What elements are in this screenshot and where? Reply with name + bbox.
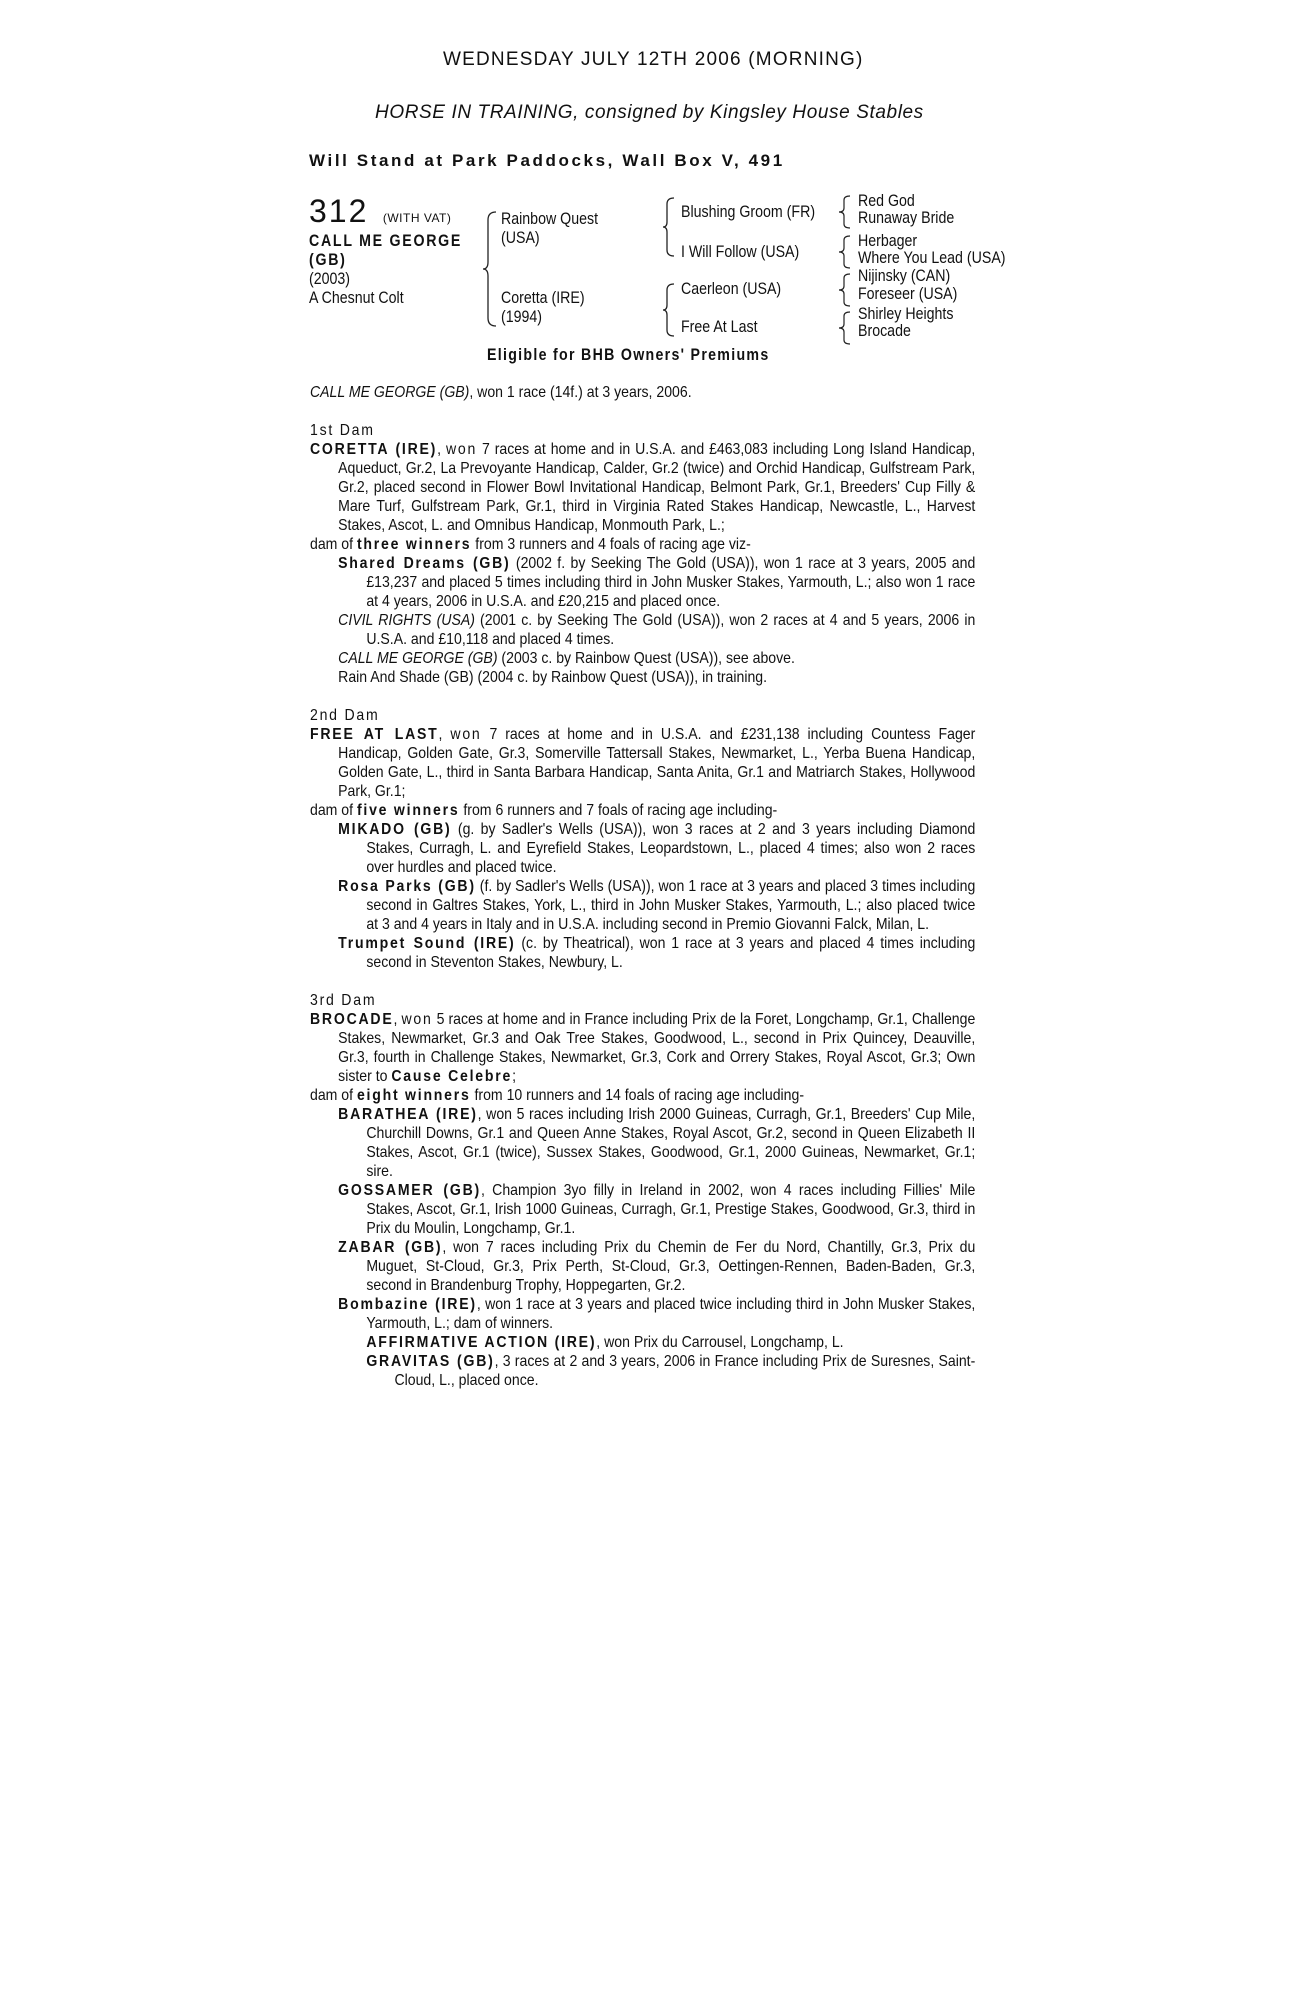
- third-dam-produce-summary: [310, 1086, 975, 1105]
- lot-number: [309, 193, 451, 230]
- produce-entry: [310, 934, 975, 972]
- produce-text: (2004 c. by Rainbow Quest (USA)), in training.: [473, 669, 768, 686]
- third-dam-record: BROCADE, won 5 races at home and in France including Prix de la Foret, Longchamp, Gr.1, Challenge Stakes, Newmarket, Gr.3 and Oak Tree Stakes, Goodwood, L., second in Prix Quincey, Deauville, Gr.3, fourth in Challenge Stakes, Newmarket, Gr.3, Cork and Orrery Stakes, Royal Ascot, Gr.3; Own sister to Cause Celebre;: [310, 1011, 976, 1085]
- second-dam-name: FREE AT LAST: [310, 726, 439, 743]
- ancestor-3: Herbager: [858, 232, 918, 250]
- pedigree-brace-main: [482, 210, 498, 328]
- summary-line: [310, 383, 975, 402]
- dam-line2: (1994): [501, 308, 543, 326]
- produce-text: , won 7 races including Prix du Chemin de Fer du Nord, Chantilly, Gr.3, Prix du Muguet, St-Cloud, Gr.3, Prix Perth, St-Cloud, Gr.3, Oettingen-Rennen, Baden-Baden, Gr.3, second in Brandenburg Trophy, Hoppegarten, Gr.2.: [366, 1239, 976, 1294]
- produce-name: Rain And Shade (GB): [338, 669, 474, 686]
- produce-text: (g. by Sadler's Wells (USA)), won 3 races at 2 and 3 years including Diamond Stakes, Curragh, L. and Eyrefield Stakes, Leopardstown, L., placed 4 times; also won 2 races over hurdles and placed twice.: [366, 821, 976, 876]
- produce-name: Rosa Parks (GB): [338, 878, 476, 895]
- ancestor-4: Where You Lead (USA): [858, 249, 1006, 267]
- consignment-line: HORSE IN TRAINING, consigned by Kingsley House Stables: [375, 102, 924, 123]
- race-record: [310, 383, 975, 1390]
- won-label: won: [401, 1011, 433, 1028]
- ancestor-5: Nijinsky (CAN): [858, 267, 951, 285]
- dam-sire: Caerleon (USA): [681, 280, 782, 298]
- spacer: [310, 972, 975, 991]
- third-dam-heading: 3rd Dam: [310, 992, 377, 1009]
- produce-text: , Champion 3yo filly in Ireland in 2002, won 4 races including Fillies' Mile Stakes, Ascot, Gr.1, Irish 1000 Guineas, Curragh, Gr.1, Prestige Stakes, Goodwood, Gr.3, third in Prix du Moulin, Longchamp, Gr.1.: [366, 1182, 976, 1237]
- produce-entry: [310, 554, 975, 611]
- produce-text: , won 1 race at 3 years and placed twice including third in John Musker Stakes, Yarmouth, L.; dam of winners.: [366, 1296, 976, 1332]
- sire-line1: Rainbow Quest: [501, 210, 599, 228]
- won-label: won: [445, 441, 478, 458]
- third-dam-name: BROCADE: [310, 1011, 394, 1028]
- produce-name: Trumpet Sound (IRE): [338, 935, 516, 952]
- produce-entry: [310, 1181, 975, 1238]
- pedigree-brace-sire: [662, 196, 676, 258]
- second-dam-heading: 2nd Dam: [310, 707, 380, 724]
- won-label: won: [450, 726, 482, 743]
- grand-produce-text: , won Prix du Carrousel, Longchamp, L.: [596, 1334, 844, 1351]
- produce-name: ZABAR (GB): [338, 1239, 443, 1256]
- sire-dam: I Will Follow (USA): [681, 243, 800, 261]
- second-dam-record: FREE AT LAST, won 7 races at home and in U.S.A. and £231,138 including Countess Fager Handicap, Golden Gate, Gr.3, Somerville Tattersall Stakes, Newmarket, L., Yerba Buena Handicap, Golden Gate, L., third in Santa Barbara Handicap, Santa Anita, Gr.1 and Matriarch Stakes, Hollywood Park, Gr.1;: [310, 726, 976, 800]
- produce-text: (2001 c. by Seeking The Gold (USA)), won 2 races at 4 and 5 years, 2006 in U.S.A. and £10,118 and placed 4 times.: [366, 612, 976, 648]
- vat-label: (WITH VAT): [382, 211, 452, 225]
- produce-name: MIKADO (GB): [338, 821, 452, 838]
- ancestor-2: Runaway Bride: [858, 209, 955, 227]
- produce-entry: [310, 611, 975, 649]
- dam-of-label: dam of: [310, 802, 357, 819]
- summary-horse-name: CALL ME GEORGE (GB): [310, 384, 470, 401]
- produce-entry: [310, 668, 975, 687]
- runners-count: from 10 runners and 14 foals of racing age including-: [470, 1087, 805, 1104]
- pedigree-brace-g3: [838, 272, 852, 308]
- horse-description: A Chesnut Colt: [309, 289, 404, 307]
- first-dam-produce-summary: [310, 535, 975, 554]
- dam-dam: Free At Last: [681, 318, 758, 336]
- produce-name: CALL ME GEORGE (GB): [338, 650, 498, 667]
- ancestor-list: [858, 192, 1006, 341]
- runners-count: from 3 runners and 4 foals of racing age viz-: [471, 536, 751, 553]
- produce-text: , won 5 races including Irish 2000 Guineas, Curragh, Gr.1, Breeders' Cup Mile, Churchill Downs, Gr.1 and Queen Anne Stakes, Royal Ascot, Gr.2, second in Queen Elizabeth II Stakes, Ascot, Gr.1 (twice), Sussex Stakes, Goodwood, Gr.1, 2000 Guineas, Newmarket, Gr.1; sire.: [366, 1106, 976, 1180]
- eligibility-note: Eligible for BHB Owners' Premiums: [487, 346, 770, 364]
- stand-location: Will Stand at Park Paddocks, Wall Box V, 491: [309, 151, 785, 170]
- grand-produce-name: AFFIRMATIVE ACTION (IRE): [366, 1334, 597, 1351]
- produce-name: GOSSAMER (GB): [338, 1182, 481, 1199]
- sire-sire: Blushing Groom (FR): [681, 203, 816, 221]
- produce-entry: [310, 1295, 975, 1333]
- grand-produce-name: GRAVITAS (GB): [366, 1353, 495, 1370]
- runners-count: from 6 runners and 7 foals of racing age including-: [459, 802, 778, 819]
- horse-year: (2003): [309, 270, 351, 288]
- dam-name: [501, 289, 585, 327]
- sire-line2: (USA): [501, 229, 540, 247]
- second-dam-produce-summary: [310, 801, 975, 820]
- spacer: [310, 687, 975, 706]
- produce-text: (f. by Sadler's Wells (USA)), won 1 race at 3 years and placed 3 times including second in Galtres Stakes, York, L., third in John Musker Stakes, Yarmouth, L.; also placed twice at 3 and 4 years in Italy and in U.S.A. including second in Premio Giovanni Falck, Milan, L.: [366, 878, 976, 933]
- ancestor-7: Shirley Heights: [858, 305, 954, 323]
- produce-entry: [310, 1238, 975, 1295]
- summary-record: , won 1 race (14f.) at 3 years, 2006.: [469, 384, 692, 401]
- produce-text: (2002 f. by Seeking The Gold (USA)), won 1 race at 3 years, 2005 and £13,237 and placed 5 times including third in John Musker Stakes, Yarmouth, L.; also won 1 race at 4 years, 2006 in U.S.A. and £20,215 and placed once.: [366, 555, 976, 610]
- pedigree-brace-g2: [838, 234, 852, 270]
- pedigree-brace-g1: [838, 194, 852, 230]
- winners-count: five winners: [356, 802, 460, 819]
- sister-punct: ;: [512, 1068, 517, 1085]
- winners-count: three winners: [356, 536, 472, 553]
- horse-name: [309, 232, 462, 270]
- first-dam-record: CORETTA (IRE), won 7 races at home and in U.S.A. and £463,083 including Long Island Handicap, Aqueduct, Gr.2, La Prevoyante Handicap, Calder, Gr.2 (twice) and Orchid Handicap, Gulfstream Park, Gr.2, placed second in Flower Bowl Invitational Handicap, Belmont Park, Gr.1, Breeders' Cup Filly & Mare Turf, Gulfstream Park, Gr.1, third in Virginia Rated Stakes Handicap, Newcastle, L., Harvest Stakes, Ascot, L. and Omnibus Handicap, Monmouth Park, L.;: [310, 441, 976, 534]
- third-dam-text: 5 races at home and in France including Prix de la Foret, Longchamp, Gr.1, Challenge Stakes, Newmarket, Gr.3 and Oak Tree Stakes, Goodwood, L., second in Prix Quincey, Deauville, Gr.3, fourth in Challenge Stakes, Newmarket, Gr.3, Cork and Orrery Stakes, Royal Ascot, Gr.3; Own sister to: [338, 1011, 976, 1085]
- winners-count: eight winners: [356, 1087, 471, 1104]
- produce-text: (2003 c. by Rainbow Quest (USA)), see above.: [497, 650, 795, 667]
- produce-entry: [310, 649, 975, 668]
- first-dam-text: 7 races at home and in U.S.A. and £463,083 including Long Island Handicap, Aqueduct, Gr.2, La Prevoyante Handicap, Calder, Gr.2 (twice) and Orchid Handicap, Gulfstream Park, Gr.2, placed second in Flower Bowl Invitational Handicap, Belmont Park, Gr.1, Breeders' Cup Filly & Mare Turf, Gulfstream Park, Gr.1, third in Virginia Rated Stakes Handicap, Newcastle, L., Harvest Stakes, Ascot, L. and Omnibus Handicap, Monmouth Park, L.;: [338, 441, 976, 534]
- pedigree-brace-dam: [662, 282, 676, 338]
- grand-produce-entry: [310, 1333, 975, 1352]
- first-dam-heading: 1st Dam: [310, 422, 375, 439]
- produce-name: Bombazine (IRE): [338, 1296, 477, 1313]
- produce-name: Shared Dreams (GB): [338, 555, 511, 572]
- horse-name-line2: (GB): [309, 251, 347, 269]
- grand-produce-entry: [310, 1352, 975, 1390]
- sire-name: [501, 210, 598, 248]
- sister-name: Cause Celebre: [391, 1068, 513, 1085]
- dam-line1: Coretta (IRE): [501, 289, 585, 307]
- ancestor-6: Foreseer (USA): [858, 285, 958, 303]
- sale-date-heading: WEDNESDAY JULY 12TH 2006 (MORNING): [443, 49, 864, 70]
- produce-name: BARATHEA (IRE): [338, 1106, 478, 1123]
- horse-name-line1: CALL ME GEORGE: [309, 232, 463, 250]
- produce-entry: [310, 877, 975, 934]
- spacer: [310, 402, 975, 421]
- produce-text: (c. by Theatrical), won 1 race at 3 years and placed 4 times including second in Steventon Stakes, Newbury, L.: [366, 935, 976, 971]
- first-dam-name: CORETTA (IRE): [310, 441, 438, 458]
- lot-number-value: 312: [309, 193, 369, 229]
- dam-of-label: dam of: [310, 536, 357, 553]
- ancestor-8: Brocade: [858, 322, 911, 340]
- grand-produce-text: , 3 races at 2 and 3 years, 2006 in France including Prix de Suresnes, Saint-Cloud, L., placed once.: [394, 1353, 976, 1389]
- produce-name: CIVIL RIGHTS (USA): [338, 612, 475, 629]
- ancestor-1: Red God: [858, 192, 915, 210]
- produce-entry: [310, 820, 975, 877]
- dam-of-label: dam of: [310, 1087, 357, 1104]
- pedigree-brace-g4: [838, 310, 852, 346]
- produce-entry: [310, 1105, 975, 1181]
- second-dam-text: 7 races at home and in U.S.A. and £231,138 including Countess Fager Handicap, Golden Gate, Gr.3, Somerville Tattersall Stakes, Newmarket, L., Yerba Buena Handicap, Golden Gate, L., third in Santa Barbara Handicap, Santa Anita, Gr.1 and Matriarch Stakes, Hollywood Park, Gr.1;: [338, 726, 976, 800]
